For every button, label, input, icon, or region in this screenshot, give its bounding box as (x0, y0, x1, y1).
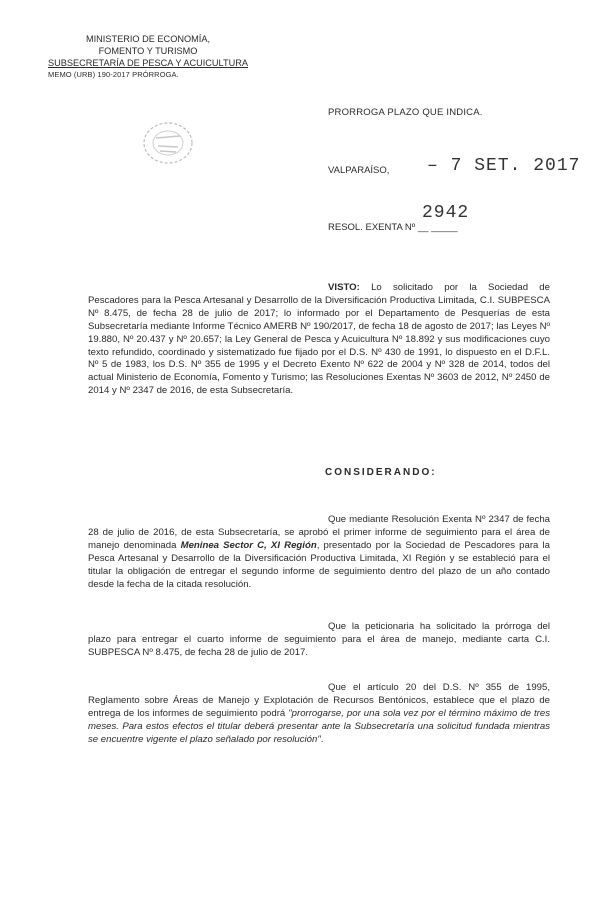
considerando-paragraph-3 (88, 682, 550, 747)
considerando-paragraph-2 (88, 621, 550, 660)
visto-paragraph (88, 282, 550, 398)
ministry-name-2: FOMENTO Y TURISMO (98, 46, 198, 56)
date-stamp: – 7 SET. 2017 (427, 156, 581, 176)
letterhead (48, 33, 248, 81)
resolution-label: RESOL. EXENTA Nº __ _____ (328, 222, 458, 233)
city-label: VALPARAÍSO, (328, 165, 390, 176)
considerando-paragraph-1 (88, 514, 550, 591)
p1-text-c: , presentado por la Sociedad de Pescadores para la Pesca Artesanal y Desarrollo de la Diversificación Productiva Limitada, XI Región y se estableció para el titular la obligación de entregar el segundo informe de seguimiento dentro del plazo de un año contado desde la fecha de la citada resolución. (88, 539, 551, 590)
visto-text: Lo solicitado por la Sociedad de Pescadores para la Pesca Artesanal y Desarrollo de la Diversificación Productiva Limitada, C.I. SUBPESCA Nº 8.475, de fecha 28 de julio de 2017; lo informado por el Departamento de Pesquerías de esta Subsecretaría mediante Informe Técnico AMERB Nº 190/2017, de fecha 18 de agosto de 2017; las Leyes Nº 19.880, Nº 20.437 y Nº 20.657; la Ley General de Pesca y Acuicultura Nº 18.892 y sus modificaciones cuyo texto refundido, coordinado y sistematizado fue fijado por el D.S. Nº 430 de 1991, lo dispuesto en el D.F.L. Nº 5 de 1983, los D.S. Nº 355 de 1995 y el Decreto Exento Nº 622 de 2004 y Nº 328 de 2014, todos del actual Ministerio de Economía, Fomento y Turismo; las Resoluciones Exentas Nº 3603 de 2012, Nº 2450 de 2014 y Nº 2347 de 2016, de esta Subsecretaría. (88, 282, 550, 397)
ministry-name: MINISTERIO DE ECONOMÍA, (85, 34, 211, 44)
area-name: Meninea Sector C, XI Región (180, 539, 317, 551)
subsecretary-name: SUBSECRETARÍA DE PESCA Y ACUICULTURA (48, 58, 248, 68)
resolution-label-text: RESOL. EXENTA Nº (328, 222, 416, 233)
stamp-icon (142, 120, 198, 166)
resolution-number: 2942 (422, 203, 470, 223)
memo-reference: MEMO (URB) 190-2017 PRÓRROGA. (48, 70, 179, 79)
p3-quote: "prorrogarse, por una sola vez por el término máximo de tres meses. Para estos efectos el titular deberá presentar ante la Subsecretaría una solicitud fundada mientras se encuentre vigente el plazo señalado por resolución" (88, 707, 550, 745)
p3-text-a: Que el artículo 20 del D.S. Nº 355 de 1995, Reglamento sobre Áreas de Manejo y Explotación de Recursos Bentónicos, establece que el plazo de entrega de los informes de seguimiento podrá (88, 682, 550, 719)
p3-text-c: . (320, 733, 324, 745)
date-value: 7 SET. 2017 (450, 156, 581, 176)
document-title: PRORROGA PLAZO QUE INDICA. (328, 107, 483, 118)
p2-text: Que la peticionaria ha solicitado la prórroga del plazo para entregar el cuarto informe de seguimiento para el área de manejo, mediante carta C.I. SUBPESCA Nº 8.475, de fecha 28 de julio de 2017. (88, 621, 550, 658)
p1-text-a: Que mediante Resolución Exenta Nº 2347 de fecha 28 de julio de 2016, de esta Subsecretaría, se aprobó el primer informe de seguimiento para el área de manejo denominada (88, 514, 550, 551)
considerando-heading: CONSIDERANDO: (325, 467, 437, 478)
visto-label: VISTO: (328, 282, 360, 293)
